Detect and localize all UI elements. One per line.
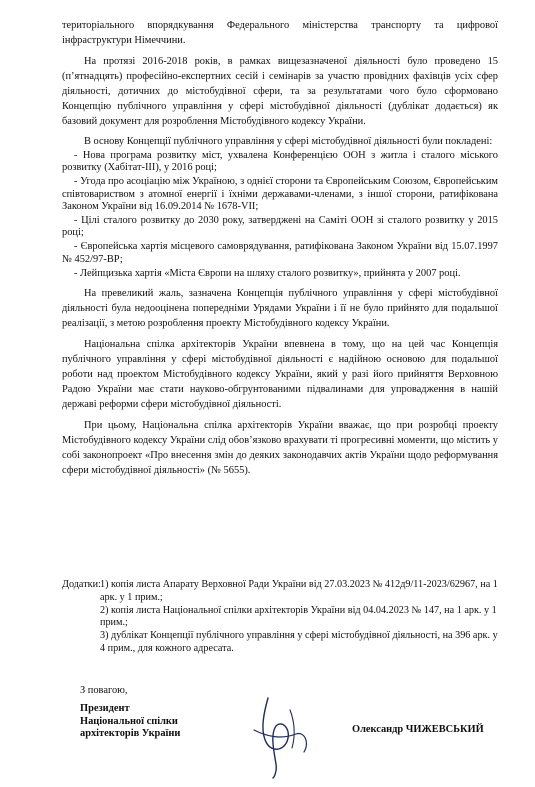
list-item: - Лейпцизька хартія «Міста Європи на шляху сталого розвитку», прийнята у 2007 році. (74, 267, 461, 279)
signatory-position (80, 703, 180, 741)
foundations-list (62, 150, 498, 280)
attachment-item: 1) копія листа Апарату Верховної Ради України від 27.03.2023 № 412д9/11-2023/62967, на 1 арк. у 1 прим.; (100, 579, 498, 603)
paragraph-confidence: Національна спілка архітекторів України впевнена в тому, що на цей час Концепція публічного управління у сфері містобудівної діяльності є надійною основою для подальшої роботи над проектом Містобудівного кодексу України, який у разі його прийняття Верховною Радою України має стати науково-обгрунтованими підвалинами для упровадження в нашій державі реформи сфери містобудівної діяльності. (62, 339, 498, 411)
paragraph-proposal: При цьому, Національна спілка архітекторів України вважає, що при розробці проекту Містобудівного кодексу України слід обов’язково врахувати ті прогресивні моменти, що містить у собі законопроект «Про внесення змін до деяких законодавчих актів України щодо реформування сфери містобудівної діяльності» (№ 5655). (62, 420, 498, 477)
position-line: Національної спілки (80, 715, 178, 727)
attachment-item: 3) дублікат Концепції публічного управління у сфері містобудівної діяльності, на 396 арк. у 4 прим., для кожного адресата. (100, 630, 498, 654)
attachments-list (100, 579, 502, 656)
paragraph-sessions: На протязі 2016-2018 років, в рамках вищезазначеної діяльності було проведено 15 (п’ятнадцять) професійно-експертних сесій і семінарів за участю провідних фахівців усіх сфер діяльності, дотичних до містобудівної сфери, та за результатами чого було сформовано Концепцію публічного управління у сфері містобудівної діяльності (дублікат додається) як базовий документ для розроблення Містобудівного кодексу України. (62, 56, 498, 127)
letter-body (62, 18, 498, 484)
list-item: - Нова програма розвитку міст, ухвалена Конференцією ООН з житла і сталого міського розвитку (Хабітат-ІІІ), у 2016 році; (62, 150, 498, 174)
list-item: - Цілі сталого розвитку до 2030 року, затверджені на Саміті ООН зі сталого розвитку у 2015 році; (62, 215, 498, 239)
list-item: - Європейська хартія місцевого самоврядування, ратифікована Законом України від 15.07.1997 № 452/97-ВР; (62, 241, 498, 265)
paragraph-foundations: В основу Концепції публічного управління у сфері містобудівної діяльності були покладені: (84, 136, 493, 147)
paragraph-intro-continued: територіального впорядкування Федерального міністерства транспорту та цифрової інфраструктури Німеччини. (62, 20, 498, 46)
handwritten-signature (246, 690, 316, 780)
position-line: архітекторів України (80, 728, 181, 739)
list-item: - Угода про асоціацію між Україною, з однієї сторони та Європейським Союзом, Європейським співтовариством з атомної енергії і їхніми державами-членами, з іншої сторони, ратифікована Законом України від 16.09.2014 № 1678-VII; (62, 176, 498, 212)
closing-regards: З повагою, (80, 685, 128, 696)
attachments-label: Додатки: (62, 579, 101, 590)
paragraph-regret: На превеликий жаль, зазначена Концепція публічного управління у сфері містобудівної діяльності була недооцінена попередніми Урядами України і її не було прийнято для подальшої реалізації, з метою розроблення проекту Містобудівного кодексу України. (62, 288, 498, 330)
signatory-name: Олександр ЧИЖЕВСЬКИЙ (352, 724, 484, 735)
position-line: Президент (80, 703, 130, 714)
attachment-item: 2) копія листа Національної спілки архітекторів України від 04.04.2023 № 147, на 1 арк. у 1 прим.; (100, 604, 497, 629)
attachments-block (62, 579, 502, 656)
